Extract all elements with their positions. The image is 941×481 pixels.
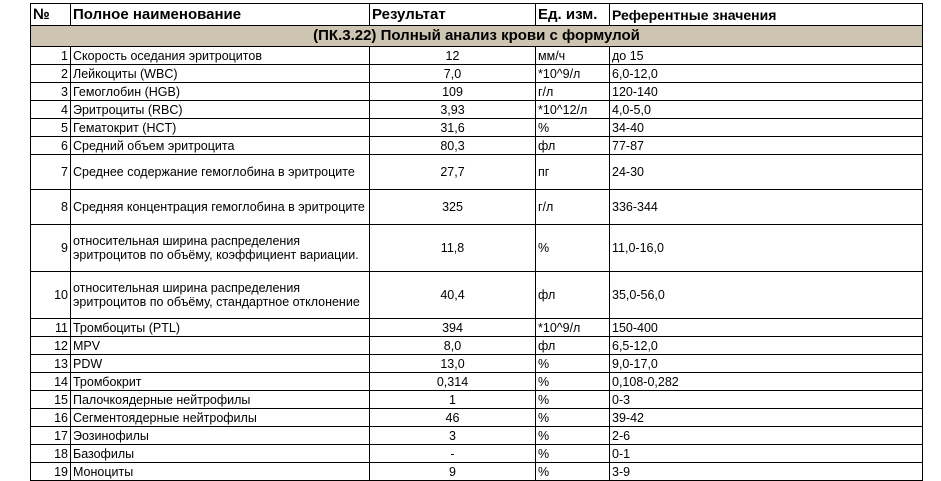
- row-ref: 120-140: [610, 83, 923, 101]
- row-result: 7,0: [370, 65, 536, 83]
- row-ref: 0-3: [610, 391, 923, 409]
- row-name: Палочкоядерные нейтрофилы: [71, 391, 370, 409]
- row-result: 325: [370, 190, 536, 225]
- row-ref: 77-87: [610, 137, 923, 155]
- row-unit: фл: [536, 137, 610, 155]
- header-num: №: [31, 4, 71, 26]
- table-row: [31, 409, 923, 427]
- row-unit: мм/ч: [536, 47, 610, 65]
- row-name: PDW: [71, 355, 370, 373]
- row-ref: 0-1: [610, 445, 923, 463]
- row-unit: %: [536, 409, 610, 427]
- row-num: 16: [31, 409, 71, 427]
- row-num: 7: [31, 155, 71, 190]
- row-unit: *10^9/л: [536, 319, 610, 337]
- table-row: [31, 463, 923, 481]
- section-title-row: [31, 26, 923, 47]
- row-num: 8: [31, 190, 71, 225]
- row-name: относительная ширина распределения эритроцитов по объёму, стандартное отклонение: [71, 272, 370, 319]
- row-result: 109: [370, 83, 536, 101]
- row-result: 12: [370, 47, 536, 65]
- row-num: 9: [31, 225, 71, 272]
- row-num: 12: [31, 337, 71, 355]
- row-ref: 3-9: [610, 463, 923, 481]
- row-ref: 2-6: [610, 427, 923, 445]
- row-num: 6: [31, 137, 71, 155]
- row-num: 15: [31, 391, 71, 409]
- row-result: 80,3: [370, 137, 536, 155]
- table-row: [31, 373, 923, 391]
- row-result: 394: [370, 319, 536, 337]
- row-result: 27,7: [370, 155, 536, 190]
- row-unit: %: [536, 119, 610, 137]
- row-ref: до 15: [610, 47, 923, 65]
- row-unit: г/л: [536, 83, 610, 101]
- row-name: Средняя концентрация гемоглобина в эритроците: [71, 190, 370, 225]
- row-num: 14: [31, 373, 71, 391]
- row-ref: 336-344: [610, 190, 923, 225]
- blood-test-table: [30, 3, 923, 481]
- table-row: [31, 101, 923, 119]
- header-name: Полное наименование: [71, 4, 370, 26]
- row-name: относительная ширина распределения эритроцитов по объёму, коэффициент вариации.: [71, 225, 370, 272]
- table-row: [31, 155, 923, 190]
- table-row: [31, 225, 923, 272]
- table-row: [31, 337, 923, 355]
- header-result: Результат: [370, 4, 536, 26]
- row-name: Эозинофилы: [71, 427, 370, 445]
- table-row: [31, 190, 923, 225]
- table-row: [31, 445, 923, 463]
- row-name: MPV: [71, 337, 370, 355]
- table-row: [31, 427, 923, 445]
- table-header-row: [31, 4, 923, 26]
- row-result: 31,6: [370, 119, 536, 137]
- row-unit: %: [536, 355, 610, 373]
- header-ref: Референтные значения: [610, 4, 923, 26]
- row-result: 11,8: [370, 225, 536, 272]
- table-row: [31, 47, 923, 65]
- row-name: Среднее содержание гемоглобина в эритроците: [71, 155, 370, 190]
- row-num: 13: [31, 355, 71, 373]
- row-name: Эритроциты (RBC): [71, 101, 370, 119]
- row-result: 0,314: [370, 373, 536, 391]
- row-num: 1: [31, 47, 71, 65]
- row-name: Тромбоциты (PTL): [71, 319, 370, 337]
- row-result: 1: [370, 391, 536, 409]
- row-result: 3,93: [370, 101, 536, 119]
- row-unit: %: [536, 225, 610, 272]
- row-unit: фл: [536, 272, 610, 319]
- section-title: (ПК.3.22) Полный анализ крови с формулой: [31, 26, 923, 47]
- row-ref: 35,0-56,0: [610, 272, 923, 319]
- row-result: 8,0: [370, 337, 536, 355]
- table-row: [31, 119, 923, 137]
- row-result: 13,0: [370, 355, 536, 373]
- row-result: 40,4: [370, 272, 536, 319]
- row-unit: г/л: [536, 190, 610, 225]
- row-unit: %: [536, 427, 610, 445]
- row-name: Лейкоциты (WBC): [71, 65, 370, 83]
- row-name: Гемоглобин (HGB): [71, 83, 370, 101]
- row-num: 5: [31, 119, 71, 137]
- table-row: [31, 319, 923, 337]
- row-ref: 150-400: [610, 319, 923, 337]
- row-result: 3: [370, 427, 536, 445]
- table-row: [31, 355, 923, 373]
- row-num: 19: [31, 463, 71, 481]
- row-result: 46: [370, 409, 536, 427]
- table-row: [31, 272, 923, 319]
- table-row: [31, 391, 923, 409]
- row-ref: 4,0-5,0: [610, 101, 923, 119]
- row-ref: 11,0-16,0: [610, 225, 923, 272]
- row-num: 17: [31, 427, 71, 445]
- row-result: -: [370, 445, 536, 463]
- row-unit: пг: [536, 155, 610, 190]
- row-name: Сегментоядерные нейтрофилы: [71, 409, 370, 427]
- row-ref: 39-42: [610, 409, 923, 427]
- row-ref: 9,0-17,0: [610, 355, 923, 373]
- row-num: 11: [31, 319, 71, 337]
- row-unit: %: [536, 463, 610, 481]
- row-ref: 6,0-12,0: [610, 65, 923, 83]
- row-name: Скорость оседания эритроцитов: [71, 47, 370, 65]
- row-ref: 34-40: [610, 119, 923, 137]
- row-name: Моноциты: [71, 463, 370, 481]
- row-name: Средний объем эритроцита: [71, 137, 370, 155]
- row-unit: *10^9/л: [536, 65, 610, 83]
- table-row: [31, 65, 923, 83]
- row-unit: фл: [536, 337, 610, 355]
- table-row: [31, 83, 923, 101]
- row-result: 9: [370, 463, 536, 481]
- row-num: 3: [31, 83, 71, 101]
- row-num: 10: [31, 272, 71, 319]
- row-unit: %: [536, 373, 610, 391]
- row-unit: %: [536, 445, 610, 463]
- row-num: 18: [31, 445, 71, 463]
- row-ref: 24-30: [610, 155, 923, 190]
- row-name: Базофилы: [71, 445, 370, 463]
- row-num: 2: [31, 65, 71, 83]
- header-unit: Ед. изм.: [536, 4, 610, 26]
- row-num: 4: [31, 101, 71, 119]
- row-name: Гематокрит (HCT): [71, 119, 370, 137]
- row-unit: *10^12/л: [536, 101, 610, 119]
- table-row: [31, 137, 923, 155]
- row-unit: %: [536, 391, 610, 409]
- row-ref: 6,5-12,0: [610, 337, 923, 355]
- row-name: Тромбокрит: [71, 373, 370, 391]
- row-ref: 0,108-0,282: [610, 373, 923, 391]
